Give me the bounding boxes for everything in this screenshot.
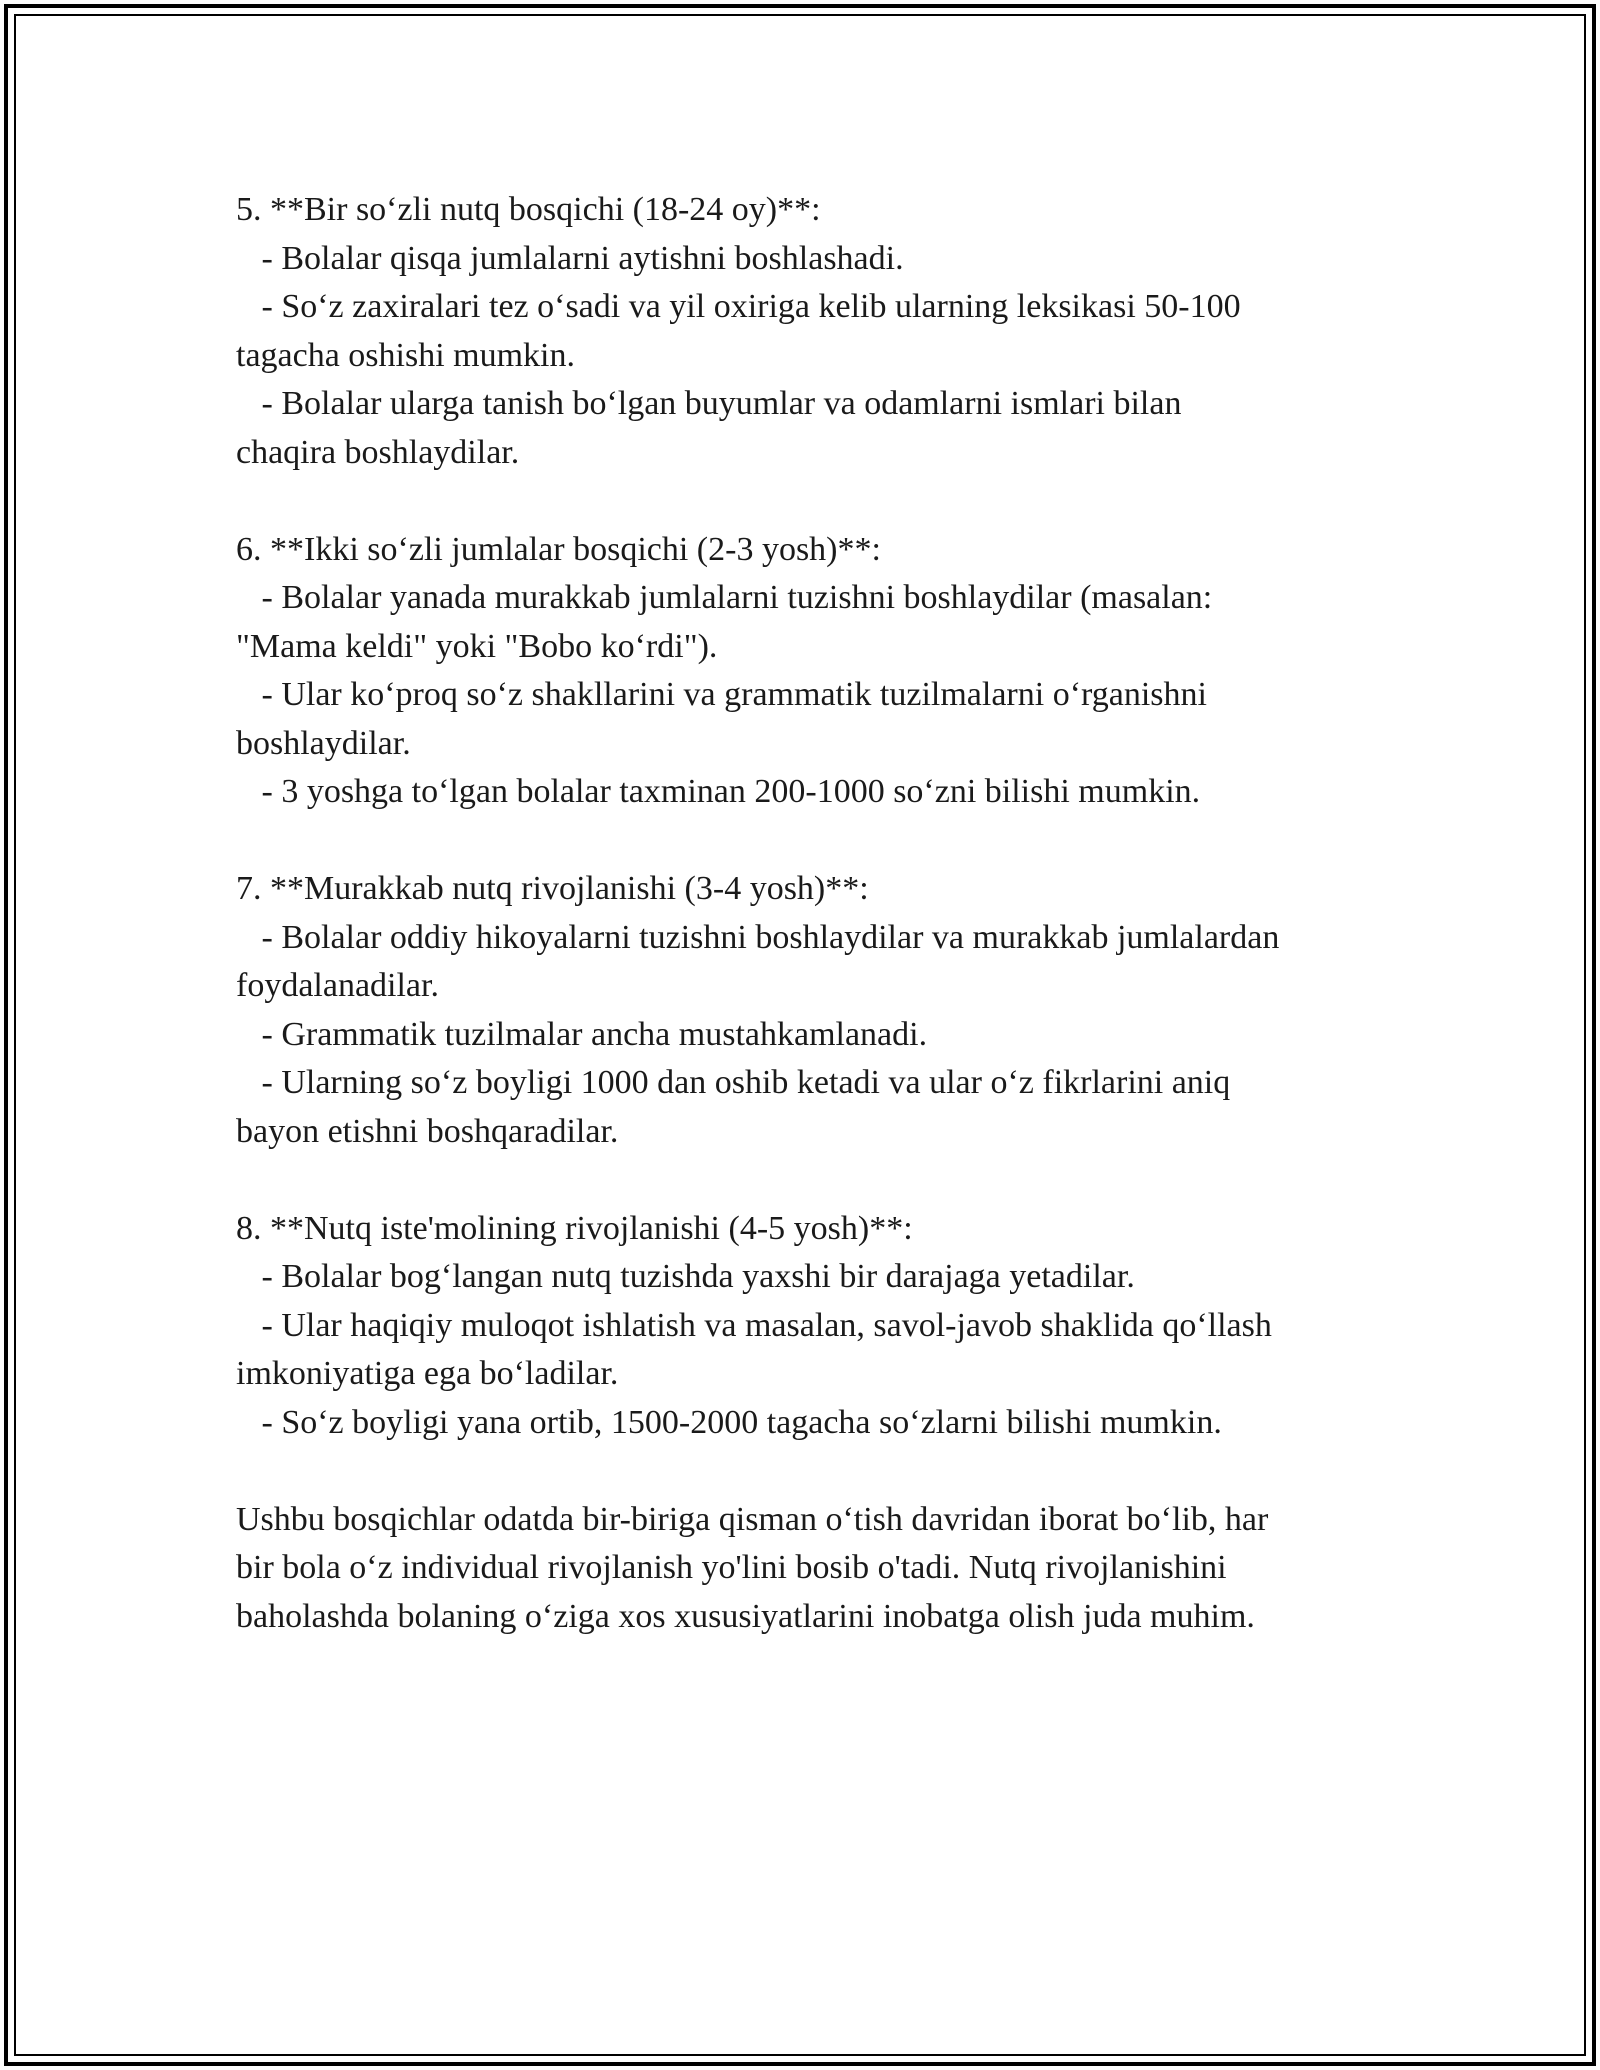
stage-7-bullet-1: - Bolalar oddiy hikoyalarni tuzishni boshlaydilar va murakkab jumlalardan [236, 918, 1280, 956]
stage-7-bullet-3: - Ularning so‘z boyligi 1000 dan oshib ketadi va ular o‘z fikrlarini aniq [236, 1064, 1231, 1101]
stage-6-bullet-1: - Bolalar yanada murakkab jumlalarni tuzishni boshlaydilar (masalan: [236, 579, 1213, 616]
stage-7-bullet-2: - Grammatik tuzilmalar ancha mustahkamlanadi. [236, 1015, 928, 1053]
stage-6-bullet-2-cont: boshlaydilar. [236, 724, 411, 762]
stage-8-heading: 8. **Nutq iste'molining rivojlanishi (4-5 yosh)**: [236, 1209, 913, 1247]
stage-6-section [236, 526, 1386, 817]
stage-7-bullet-1-cont: foydalanadilar. [236, 967, 439, 1004]
stage-7-bullet-3-cont: bayon etishni boshqaradilar. [236, 1112, 619, 1150]
stage-5-heading: 5. **Bir so‘zli nutq bosqichi (18-24 oy)**: [236, 191, 821, 228]
conclusion-line-3: baholashda bolaning o‘ziga xos xususiyatlarini inobatga olish juda muhim. [236, 1597, 1255, 1635]
stage-6-bullet-2: - Ular ko‘proq so‘z shakllarini va grammatik tuzilmalarni o‘rganishni [236, 676, 1207, 713]
document-body [236, 186, 1386, 1690]
conclusion-line-1: Ushbu bosqichlar odatda bir-biriga qisman o‘tish davridan iborat bo‘lib, har [236, 1500, 1269, 1538]
stage-5-bullet-1: - Bolalar qisqa jumlalarni aytishni boshlashadi. [236, 239, 904, 277]
stage-5-bullet-3-cont: chaqira boshlaydilar. [236, 433, 520, 471]
stage-5-bullet-3: - Bolalar ularga tanish bo‘lgan buyumlar va odamlarni ismlari bilan [236, 385, 1182, 422]
stage-7-section [236, 865, 1386, 1156]
stage-8-bullet-1: - Bolalar bog‘langan nutq tuzishda yaxshi bir darajaga yetadilar. [236, 1258, 1135, 1295]
stage-8-bullet-3: - So‘z boyligi yana ortib, 1500-2000 tagacha so‘zlarni bilishi mumkin. [236, 1403, 1222, 1441]
conclusion-paragraph [236, 1496, 1386, 1642]
stage-8-bullet-2-cont: imkoniyatiga ega bo‘ladilar. [236, 1355, 619, 1392]
stage-8-bullet-2: - Ular haqiqiy muloqot ishlatish va masalan, savol-javob shaklida qo‘llash [236, 1306, 1272, 1344]
stage-6-bullet-1-cont: "Mama keldi" yoki "Bobo ko‘rdi"). [236, 627, 718, 665]
stage-7-heading: 7. **Murakkab nutq rivojlanishi (3-4 yosh)**: [236, 870, 869, 907]
stage-8-section [236, 1205, 1386, 1448]
stage-6-heading: 6. **Ikki so‘zli jumlalar bosqichi (2-3 yosh)**: [236, 530, 881, 568]
stage-5-section [236, 186, 1386, 477]
stage-5-bullet-2: - So‘z zaxiralari tez o‘sadi va yil oxiriga kelib ularning leksikasi 50-100 [236, 288, 1241, 325]
stage-5-bullet-2-cont: tagacha oshishi mumkin. [236, 336, 576, 374]
conclusion-line-2: bir bola o‘z individual rivojlanish yo'lini bosib o'tadi. Nutq rivojlanishini [236, 1549, 1227, 1586]
stage-6-bullet-3: - 3 yoshga to‘lgan bolalar taxminan 200-1000 so‘zni bilishi mumkin. [236, 773, 1201, 810]
